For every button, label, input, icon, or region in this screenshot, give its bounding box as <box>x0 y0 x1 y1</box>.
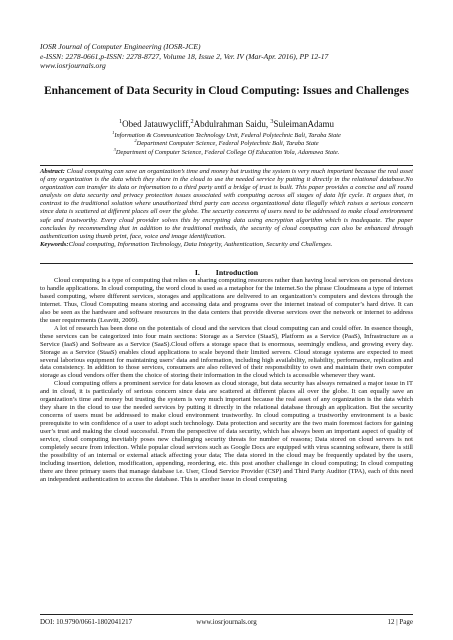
author-list <box>40 119 413 130</box>
keywords <box>40 241 413 249</box>
affiliation-list <box>40 129 413 157</box>
affiliation: $^1$Information & Communication Technology Unit, Federal Polytechnic Bali, Taraba State <box>112 129 341 139</box>
paper-title: Enhancement of Data Security in Cloud Computing: Issues and Challenges <box>44 85 409 97</box>
abstract <box>40 168 413 241</box>
body-paragraph: Cloud computing offers a prominent service for data known as cloud storage, but data security has always remained a major issue in IT and in cloud, it is particularly of serious concern since data are scattered at different places all over the globe. It can equally save an organization’s time and money but trusting the system is very much important because the real asset of any organization is the data which they share in the cloud to use the needed services by putting it directly in the relational database through an application. But the security concerns of users must be addressed to make cloud environment trustworthy. In cloud computing a trustworthy environment is a basic prerequisite to win confidence of a user to adopt such technology. Data protection and security are the two main foremost factors for gaining user’s trust and making the cloud successful. From the perspective of data security, which has always been an important aspect of quality of service, cloud computing inevitably poses new challenging security threats for number of reasons; Data stored on cloud servers is not completely secure from infection. While popular cloud services such as Google Docs are equipped with virus scanning software, there is still the possibility of an internal or external attack affecting your data; The data stored in the cloud may be frequently updated by the users, including insertion, deletion, modification, appending, reordering, etc. this post another challenge in cloud computing; In cloud computing there are three primary users that manage database i.e. User, Cloud Service Provider (CSP) and Third Party Auditor (TPA), each of this need an independent authentication to access the database. This is another issue in cloud computing <box>40 380 413 483</box>
abstract-section <box>40 165 413 264</box>
abstract-text: Cloud computing can save an organization’s time and money but trusting the system is very much important because the real asset of any organization is the data which they share in the cloud to use the needed service by putting it directly in the relational database.No organization can transfer its data or information to a third party until a bridge of trust is built. This paper provides a concise and all round analysis on data security and privacy protection issues associated with computing across all stages of data life cycle. It argues that, in contrast to the traditional solution where unauthorized third party can access organizational data illegally which raises a serious concern since data is scattered at different places all over the globe. The security concerns of users need to be addressed to make cloud environment safe and trustworthy. Every cloud provider solves this by encrypting data using encryption algorithm which is inadequate. The paper concludes by recommending that in addition to the traditional methods, the security of cloud computing can also be enhanced through authentication using thumb print, face, voice and image identification. <box>40 168 413 240</box>
author: $^1$Obed Jatauwycliff, <box>118 118 191 129</box>
body-paragraph: Cloud computing is a type of computing that relies on sharing computing resources rather than having local services on personal devices to handle applications. In cloud computing, the word cloud is used as a metaphor for the internet.So the phrase Cloudmeans a type of internet based computing, where different services, storages and applications are delivered to an organization’s computers and devices through the internet. Thus, Cloud Computing means storing and accessing data and programs over the internet instead of computer’s hard drive. It can also be seen as the hardware and software resources in the data centers that provide diverse services over the network or internet to address the user requirements (Leavitt, 2009). <box>40 277 413 324</box>
journal-header <box>40 42 420 71</box>
section-heading <box>40 268 413 277</box>
section-number: I. <box>194 268 200 277</box>
footer-website: www.iosrjournals.org <box>196 618 257 626</box>
keywords-label: Keywords: <box>40 240 69 248</box>
introduction-body <box>40 277 413 484</box>
journal-issn-volume: e-ISSN: 2278-0661,p-ISSN: 2278-8727, Volume 18, Issue 2, Ver. IV (Mar-Apr. 2016), PP 12-17 <box>40 51 329 61</box>
author: $^3$SuleimanAdamu <box>270 118 335 129</box>
author: $^2$Abdulrahman Saidu, <box>190 118 271 129</box>
footer-page-number: 12 | Page <box>387 618 413 626</box>
affiliation: $^2$Department Computer Science, Federal Polytechnic Bali, Taraba State <box>134 138 319 148</box>
section-title: Introduction <box>215 268 259 277</box>
footer-doi: DOI: 10.9790/0661-1802041217 <box>40 618 133 626</box>
keywords-text: Cloud computing, Information Technology, Data Integrity, Authentication, Security and Challenges. <box>68 240 333 248</box>
journal-website: www.iosrjournals.org <box>40 61 106 71</box>
abstract-label: Abstract: <box>40 168 65 175</box>
body-paragraph: A lot of research has been done on the potentials of cloud and the services that cloud computing can and could offer. In essence though, these services can be categorized into four main sections: Storage as a Service (StaaS), Platform as a Service (PaaS), Infrastructure as a Service (IaaS) and Software as a Service (SaaS).Cloud offers a storage space that is enormous, seemingly endless, and growing every day. Storage as a Service (StaaS) enables cloud applications to scale beyond their limited servers. Cloud storage systems are expected to meet several laborious equipment for maintaining users’ data and information, including high availability, reliability, performance, replication and data consistency. In addition to those services, consumers are also relieved of their responsibility to own and maintain their own computer storage as cloud vendors offer them the choice of storing their information in the cloud which is accessible whenever they want. <box>40 324 413 380</box>
affiliation: $^3$Department of Computer Science, Federal College Of Education Yola, Adamawa State. <box>113 146 340 156</box>
page-footer <box>40 614 413 627</box>
journal-name: IOSR Journal of Computer Engineering (IOSR-JCE) <box>40 42 201 51</box>
